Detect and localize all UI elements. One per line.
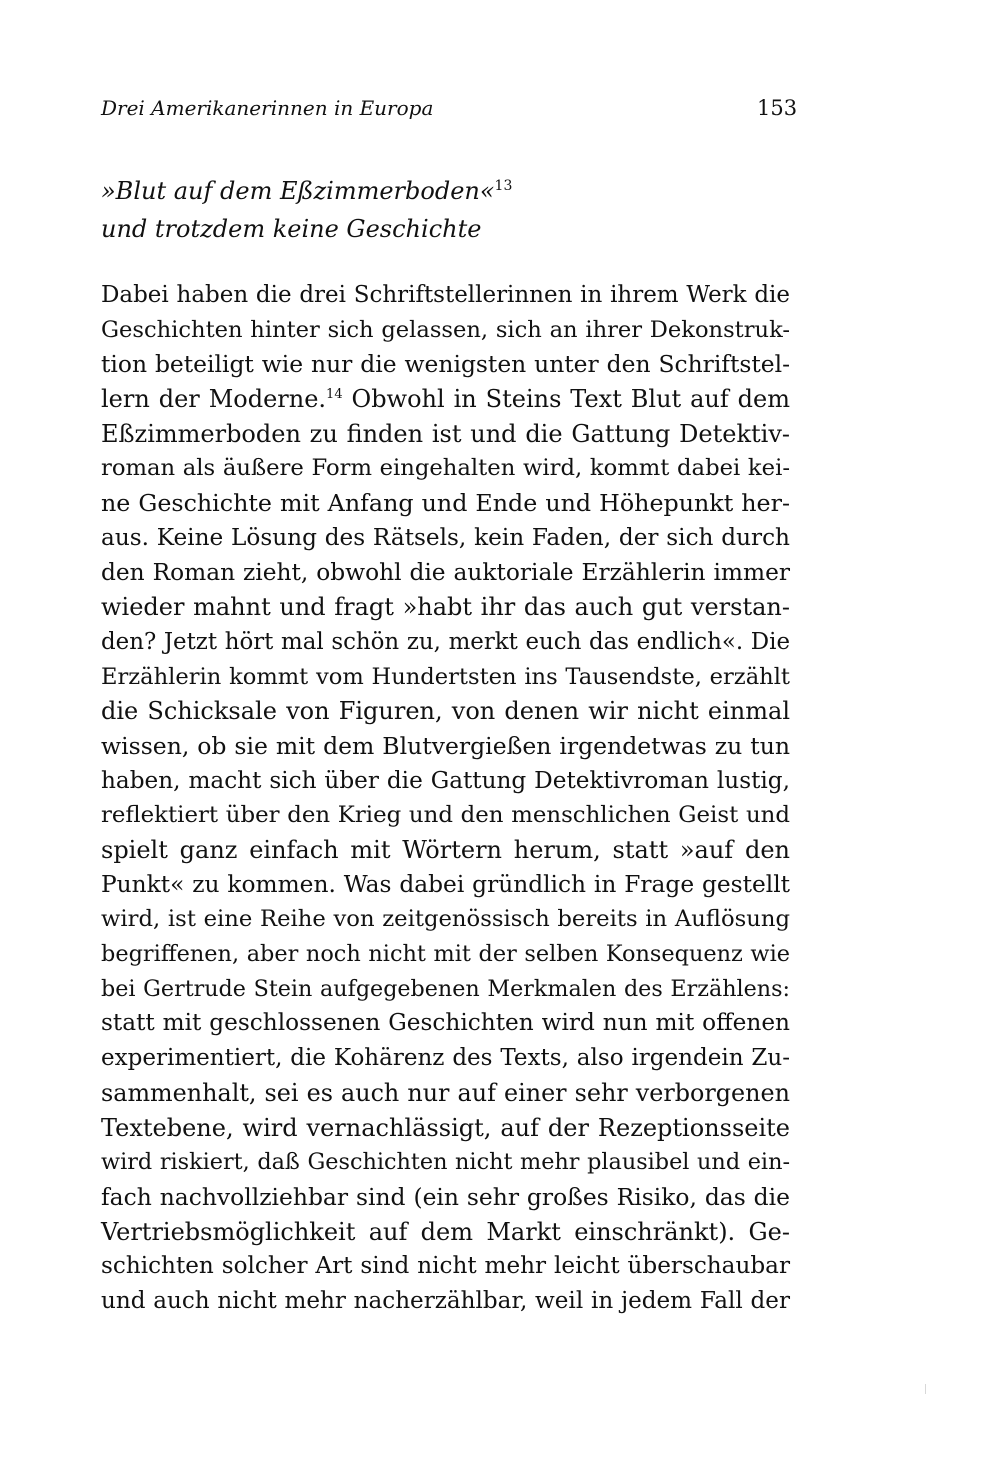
text-line: experimentiert, die Kohärenz des Texts, also irgendein Zu- xyxy=(101,1045,790,1072)
body-paragraph xyxy=(101,278,790,1319)
text-line: spielt ganz einfach mit Wörtern herum, statt »auf den xyxy=(101,836,790,864)
text-line: wird, ist eine Reihe von zeitgenössisch bereits in Auflösung xyxy=(101,906,790,933)
footnote-reference-13[interactable]: 13 xyxy=(494,178,513,194)
text-line: Vertriebsmöglichkeit auf dem Markt einschränkt). Ge- xyxy=(101,1217,790,1246)
text-line: begriffenen, aber noch nicht mit der selben Konsequenz wie xyxy=(101,941,790,968)
text-line: reflektiert über den Krieg und den menschlichen Geist und xyxy=(101,802,790,829)
text-line: statt mit geschlossenen Geschichten wird nun mit offenen xyxy=(101,1009,790,1037)
text-line: Punkt« zu kommen. Was dabei gründlich in Frage gestellt xyxy=(101,870,790,898)
text-segment: lern der Moderne. xyxy=(101,385,327,414)
text-line: aus. Keine Lösung des Rätsels, kein Faden, der sich durch xyxy=(101,523,790,551)
text-line-with-footnote xyxy=(101,382,790,417)
text-segment: Obwohl in Steins Text Blut auf dem xyxy=(342,385,790,414)
text-line: wieder mahnt und fragt »habt ihr das auch gut verstan- xyxy=(101,593,790,622)
text-line: haben, macht sich über die Gattung Detektivroman lustig, xyxy=(101,766,790,794)
text-line: bei Gertrude Stein aufgegebenen Merkmalen des Erzählens: xyxy=(101,975,790,1002)
text-line: und auch nicht mehr nacherzählbar, weil in jedem Fall der xyxy=(101,1287,790,1314)
text-line: sammenhalt, sei es auch nur auf einer sehr verborgenen xyxy=(101,1078,790,1107)
text-line: roman als äußere Form eingehalten wird, kommt dabei kei- xyxy=(101,455,790,482)
text-line: fach nachvollziehbar sind (ein sehr großes Risiko, das die xyxy=(101,1182,790,1211)
text-line: den Roman zieht, obwohl die auktoriale Erzählerin immer xyxy=(101,558,790,586)
scan-speck xyxy=(925,1384,926,1394)
text-line: schichten solcher Art sind nicht mehr leicht überschaubar xyxy=(101,1253,790,1280)
text-line: die Schicksale von Figuren, von denen wir nicht einmal xyxy=(101,697,790,726)
text-line: Erzählerin kommt vom Hundertsten ins Tausendste, erzählt xyxy=(101,663,790,690)
section-heading-line-2: und trotzdem keine Geschichte xyxy=(101,215,482,243)
section-heading-line-1 xyxy=(101,172,801,210)
text-line: tion beteiligt wie nur die wenigsten unter den Schriftstel- xyxy=(101,350,790,379)
text-line: Eßzimmerboden zu finden ist und die Gattung Detektiv- xyxy=(101,419,790,448)
section-heading xyxy=(101,172,801,248)
text-line: ne Geschichte mit Anfang und Ende und Höhepunkt her- xyxy=(101,489,790,518)
text-line: Geschichten hinter sich gelassen, sich an ihrer Dekonstruk- xyxy=(101,316,790,343)
text-line: Textebene, wird vernachlässigt, auf der Rezeptionsseite xyxy=(101,1113,790,1142)
running-title: Drei Amerikanerinnen in Europa xyxy=(101,96,434,120)
text-line: wird riskiert, daß Geschichten nicht mehr plausibel und ein- xyxy=(101,1149,790,1176)
text-line: wissen, ob sie mit dem Blutvergießen irgendetwas zu tun xyxy=(101,731,790,760)
text-line: den? Jetzt hört mal schön zu, merkt euch das endlich«. Die xyxy=(101,628,790,655)
page-number: 153 xyxy=(757,96,798,120)
footnote-reference-14[interactable]: 14 xyxy=(326,387,343,403)
section-heading-title: »Blut auf dem Eßzimmerboden« xyxy=(101,177,495,205)
text-line: Dabei haben die drei Schriftstellerinnen in ihrem Werk die xyxy=(101,282,790,308)
